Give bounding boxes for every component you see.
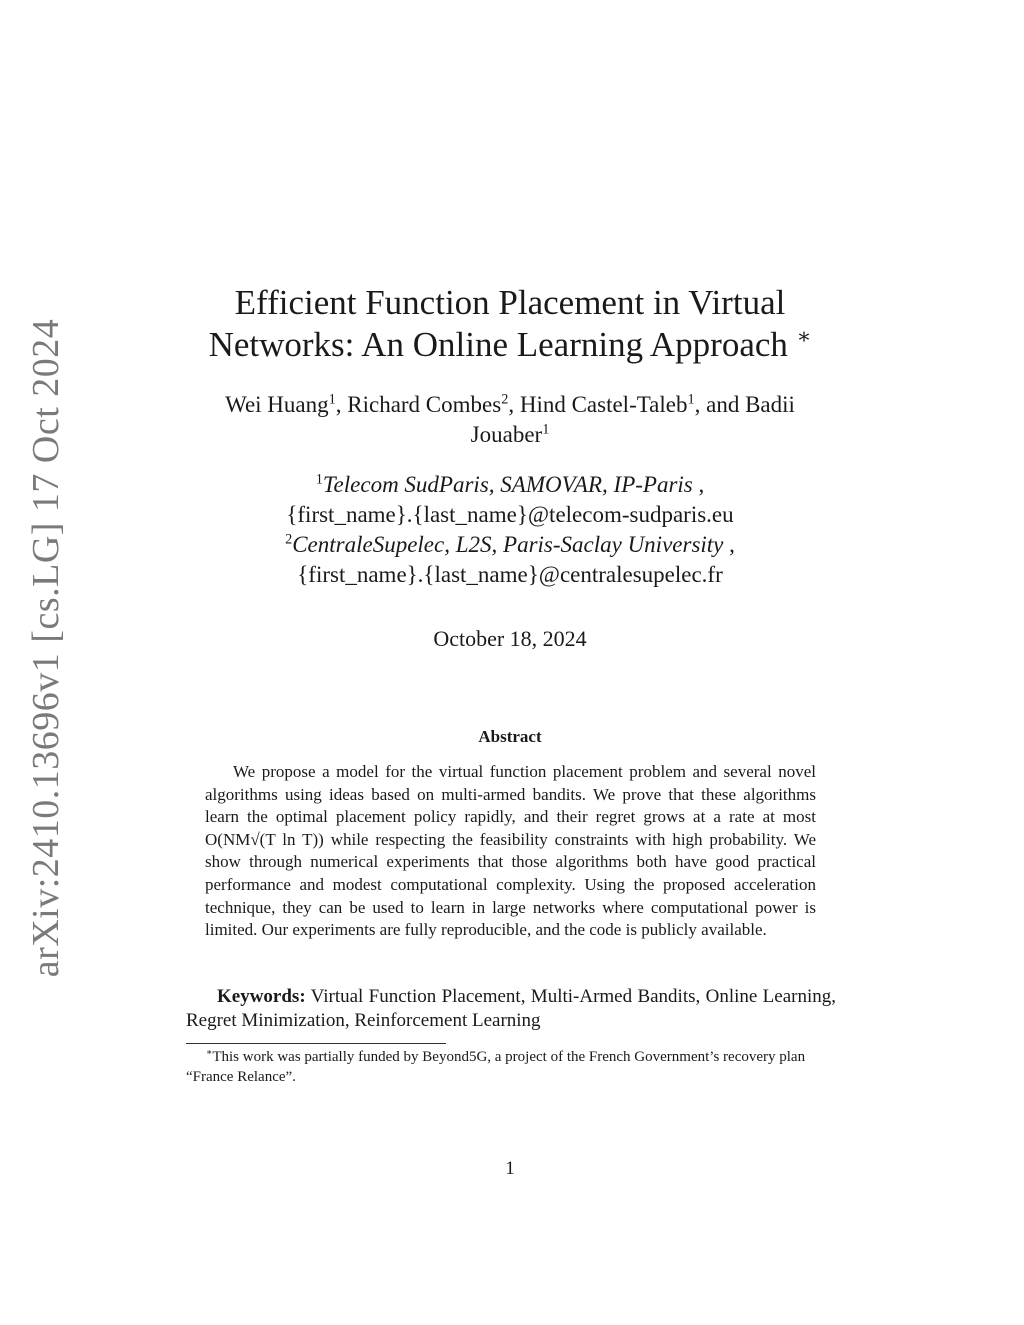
affiliation-org: Telecom SudParis, SAMOVAR, IP-Paris [322, 472, 693, 497]
paper-date: October 18, 2024 [433, 626, 587, 651]
author-affil-marker: 1 [542, 421, 550, 438]
affiliation-org: CentraleSupelec, L2S, Paris-Saclay University [292, 532, 724, 557]
page-number: 1 [505, 1158, 515, 1179]
footnote-rule [186, 1043, 446, 1044]
abstract-body: We propose a model for the virtual function placement problem and several novel algorithms using ideas based on multi-armed bandits. We prove that these algorithms learn the optimal placement policy rapidly, and their regret grows at a rate at most O(NM√(T ln T)) while respecting the feasibility constraints with high probability. We show through numerical experiments that those algorithms both have good practical performance and modest computational complexity. Using the proposed acceleration technique, they can be used to learn in large networks where computational power is limited. Our experiments are fully reproducible, and the code is publicly available. [205, 762, 816, 940]
affiliations [150, 470, 870, 590]
author-separator: , and Badii [694, 392, 795, 417]
author-affil-marker: 1 [328, 391, 336, 408]
footnote-text: This work was partially funded by Beyond5G, a project of the French Government’s recovery plan “France Relance”. [186, 1049, 806, 1085]
title-line-2: Networks: An Online Learning Approach [208, 325, 788, 364]
title-line-1: Efficient Function Placement in Virtual [234, 283, 786, 322]
author-name: Richard Combes [347, 392, 502, 417]
footnote-marker: ∗ [206, 1048, 213, 1058]
author-affil-marker: 2 [501, 391, 509, 408]
footnote [186, 1047, 836, 1087]
title-footnote-marker: ∗ [796, 324, 812, 349]
author-name: Hind Castel-Taleb [519, 392, 688, 417]
paper-title [150, 282, 870, 366]
affiliation-line: $^1$Telecom SudParis, SAMOVAR, IP-Paris , [315, 471, 705, 497]
keywords [186, 985, 836, 1033]
author-name-continued: Jouaber [470, 422, 543, 447]
affiliation-email: {first_name}.{last_name}@telecom-sudparis.eu [286, 502, 734, 527]
author-affil-marker: 1 [687, 391, 695, 408]
abstract-heading: Abstract [478, 727, 542, 746]
arxiv-identifier-stamp: arXiv:2410.13696v1 [cs.LG] 17 Oct 2024 [25, 318, 67, 978]
keywords-label: Keywords: [217, 986, 306, 1007]
author-name: Wei Huang [225, 392, 329, 417]
affiliation-line: $^2$CentraleSupelec, L2S, Paris-Saclay University , [285, 531, 735, 557]
keywords-text: Virtual Function Placement, Multi-Armed Bandits, Online Learning, Regret Minimization, Reinforcement Learning [186, 986, 836, 1031]
affiliation-email: {first_name}.{last_name}@centralesupelec.fr [297, 562, 723, 587]
author-list: Wei Huang$^1$, Richard Combes$^2$, Hind Castel-Taleb$^1$, and Badii Jouaber$^1$ [225, 391, 795, 447]
